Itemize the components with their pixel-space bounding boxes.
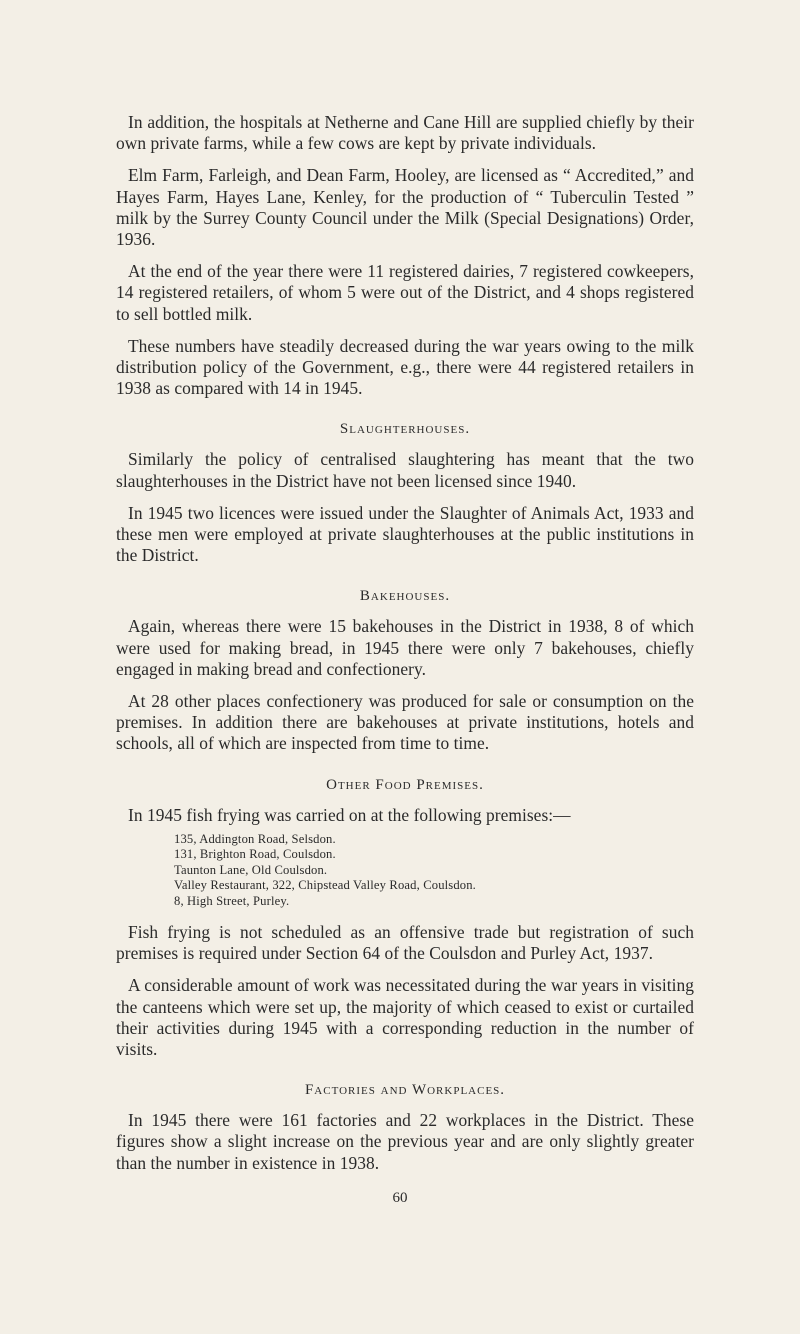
address-item: 131, Brighton Road, Coulsdon. (174, 847, 336, 862)
fish-frying-address-list (174, 832, 694, 909)
address-item: Valley Restaurant, 322, Chipstead Valley Road, Coulsdon. (174, 878, 476, 893)
paragraph-canteens: A considerable amount of work was necessitated during the war years in visiting the canteens which were set up, the majority of which ceased to exist or curtailed their activities during 1945 with a corresponding reduction in the number of visits. (116, 975, 694, 1059)
heading-slaughterhouses: Slaughterhouses. (339, 421, 471, 438)
paragraph-retailer-decrease: These numbers have steadily decreased during the war years owing to the milk distribution policy of the Government, e.g., there were 44 registered retailers in 1938 as compared with 14 in 1945. (116, 335, 694, 399)
heading-other-food-premises: Other Food Premises. (326, 776, 484, 793)
paragraph-hospital-farms: In addition, the hospitals at Netherne and Cane Hill are supplied chiefly by their own private farms, while a few cows are kept by private individuals. (116, 112, 694, 154)
heading-bakehouses: Bakehouses. (359, 588, 451, 605)
paragraph-fish-frying-registration: Fish frying is not scheduled as an offensive trade but registration of such premises is required under Section 64 of the Coulsdon and Purley Act, 1937. (116, 921, 694, 964)
paragraph-registered-dairies: At the end of the year there were 11 registered dairies, 7 registered cowkeepers, 14 registered retailers, of whom 5 were out of the District, and 4 shops registered to sell bottled milk. (116, 261, 694, 324)
paragraph-slaughterhouses-policy: Similarly the policy of centralised slaughtering has meant that the two slaughterhouses in the District have not been licensed since 1940. (116, 449, 694, 491)
page-number: 60 (392, 1189, 408, 1206)
paragraph-accredited-farms: Elm Farm, Farleigh, and Dean Farm, Hooley, are licensed as “ Accredited,” and Hayes Farm, Hayes Lane, Kenley, for the production of “ Tuberculin Tested ” milk by the Surrey County Council under the Milk (Special Designations) Order, 1936. (116, 165, 694, 250)
paragraph-slaughter-licences: In 1945 two licences were issued under the Slaughter of Animals Act, 1933 and these men were employed at private slaughterhouses at the public institutions in the District. (116, 502, 694, 566)
paragraph-confectionery: At 28 other places confectionery was produced for sale or consumption on the premises. In addition there are bakehouses at private institutions, hotels and schools, all of which are inspected from time to time. (116, 691, 694, 754)
address-item: Taunton Lane, Old Coulsdon. (174, 862, 328, 877)
address-item: 135, Addington Road, Selsdon. (174, 831, 336, 846)
paragraph-bakehouses-count: Again, whereas there were 15 bakehouses in the District in 1938, 8 of which were used for making bread, in 1945 there were only 7 bakehouses, chiefly engaged in making bread and confectionery. (116, 616, 694, 679)
heading-factories-workplaces: Factories and Workplaces. (304, 1082, 506, 1099)
paragraph-factories-count: In 1945 there were 161 factories and 22 workplaces in the District. These figures show a slight increase on the previous year and are only slightly greater than the number in existence in 1938. (116, 1110, 694, 1173)
address-item: 8, High Street, Purley. (174, 893, 290, 908)
paragraph-fish-frying-intro: In 1945 fish frying was carried on at the following premises:— (128, 804, 571, 825)
